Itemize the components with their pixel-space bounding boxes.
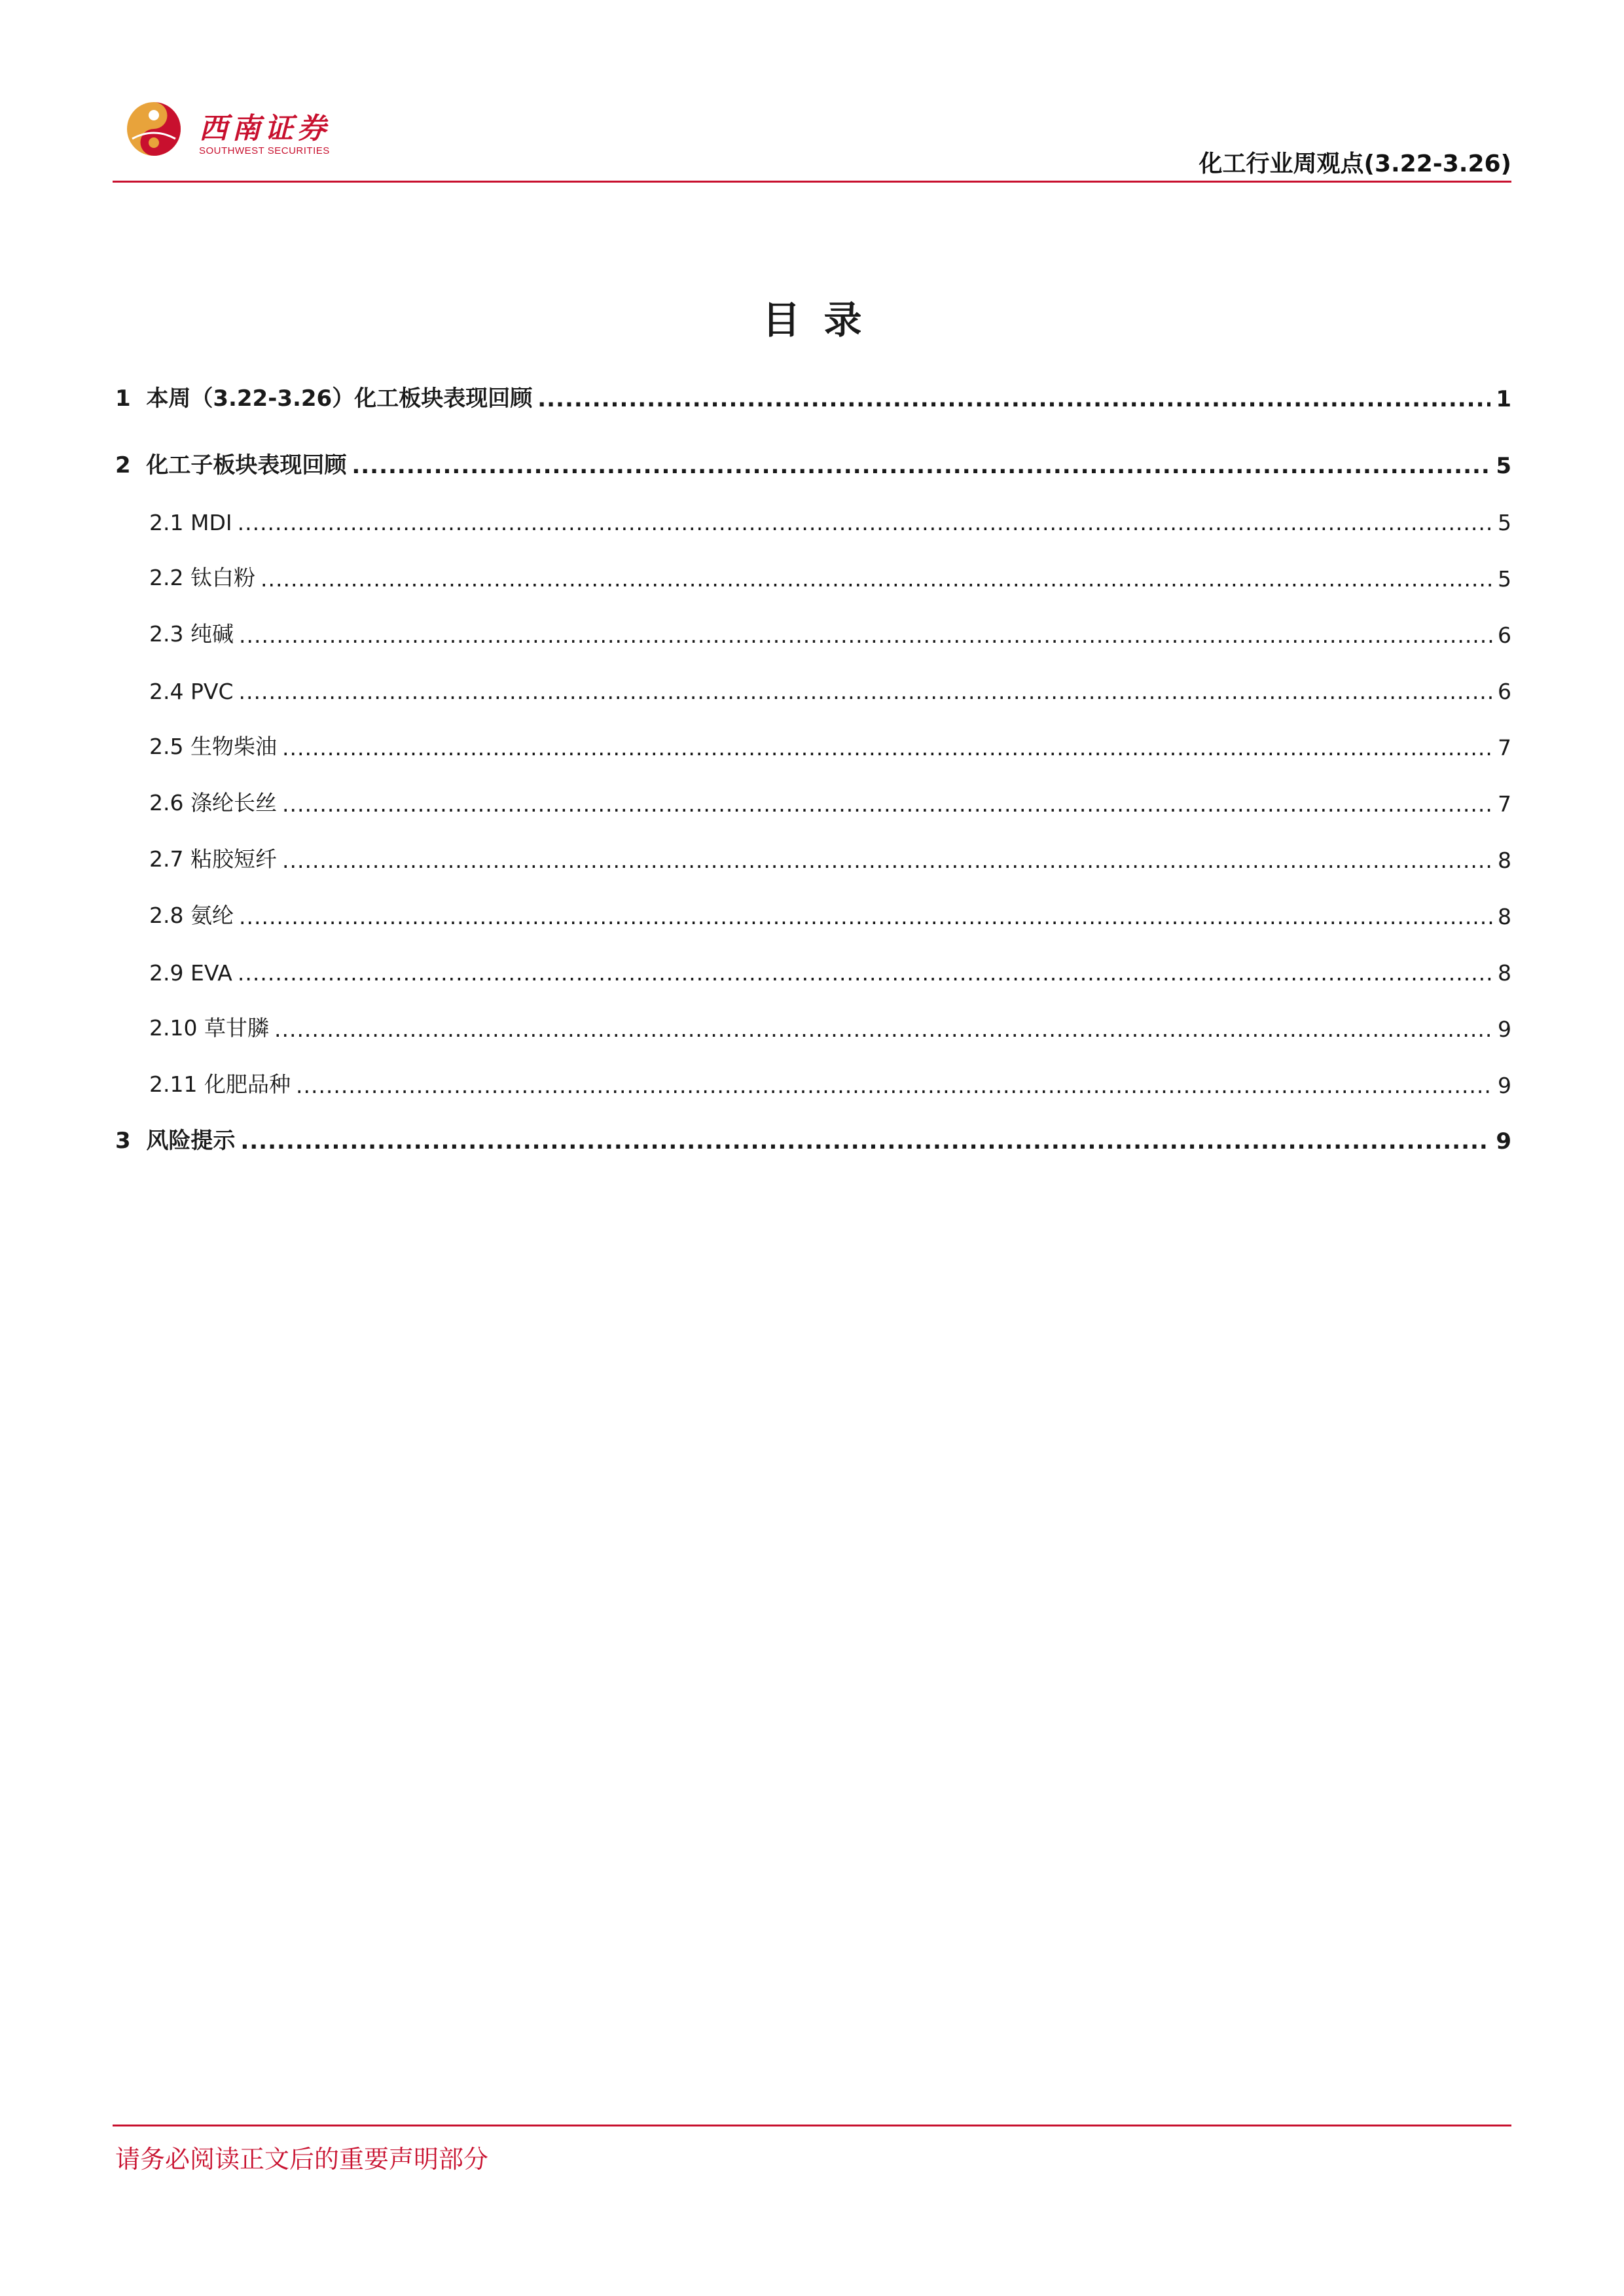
toc-entry-2-1[interactable] xyxy=(149,503,1511,535)
dot-leader xyxy=(239,679,1493,704)
dot-leader xyxy=(274,1016,1492,1042)
footer-divider xyxy=(113,2125,1511,2126)
dot-leader xyxy=(282,791,1492,817)
toc-entry-label: 2.2 钛白粉 xyxy=(149,565,255,590)
toc-entry-page: 6 xyxy=(1498,622,1511,648)
toc-entry-label: 2 化工子板块表现回顾 xyxy=(115,452,347,478)
toc-entry-label: 2.3 纯碱 xyxy=(149,621,234,647)
toc-entry-2-9[interactable] xyxy=(149,953,1511,986)
dot-leader xyxy=(240,1128,1490,1155)
header-divider xyxy=(113,181,1511,183)
dot-leader xyxy=(239,904,1492,929)
southwest-securities-emblem-icon xyxy=(126,101,182,157)
brand-name-en: SOUTHWEST SECURITIES xyxy=(199,145,330,156)
toc-entry-page: 8 xyxy=(1498,848,1511,873)
toc-entry-2-7[interactable] xyxy=(149,840,1511,873)
dot-leader xyxy=(238,960,1492,986)
toc-entry-label: 1 本周（3.22-3.26）化工板块表现回顾 xyxy=(115,386,533,412)
toc-entry-2-4[interactable] xyxy=(149,672,1511,704)
report-title: 化工行业周观点(3.22-3.26) xyxy=(1199,151,1511,177)
dot-leader xyxy=(537,386,1490,412)
toc-entry-2[interactable] xyxy=(115,446,1511,479)
toc-entry-label: 2.11 化肥品种 xyxy=(149,1071,291,1097)
dot-leader xyxy=(296,1073,1492,1098)
dot-leader xyxy=(352,453,1490,479)
toc-entry-2-3[interactable] xyxy=(149,615,1511,648)
toc-entry-label: 2.4 PVC xyxy=(149,679,234,704)
toc-entry-page: 7 xyxy=(1498,735,1511,761)
toc-entry-label: 3 风险提示 xyxy=(115,1128,236,1154)
dot-leader xyxy=(282,735,1492,761)
toc-entry-2-10[interactable] xyxy=(149,1009,1511,1042)
toc-entry-2-8[interactable] xyxy=(149,897,1511,929)
dot-leader xyxy=(239,622,1492,648)
toc-entry-page: 9 xyxy=(1498,1016,1511,1042)
toc-entry-1[interactable] xyxy=(115,380,1511,412)
toc-entry-page: 5 xyxy=(1498,566,1511,592)
toc-entry-2-11[interactable] xyxy=(149,1066,1511,1098)
brand-name-cn: 西南证券 xyxy=(199,112,330,145)
toc-entry-label: 2.1 MDI xyxy=(149,510,232,535)
disclaimer-notice: 请务必阅读正文后的重要声明部分 xyxy=(115,2145,489,2174)
dot-leader xyxy=(282,848,1492,873)
toc-entry-page: 9 xyxy=(1496,1128,1511,1155)
toc-entry-page: 1 xyxy=(1496,386,1511,412)
toc-entry-2-6[interactable] xyxy=(149,784,1511,817)
toc-entry-label: 2.5 生物柴油 xyxy=(149,734,277,759)
toc-entry-page: 7 xyxy=(1498,791,1511,817)
toc-entry-label: 2.8 氨纶 xyxy=(149,903,234,928)
toc-entry-3[interactable] xyxy=(115,1122,1511,1155)
toc-entry-label: 2.6 涤纶长丝 xyxy=(149,790,277,816)
dot-leader xyxy=(238,510,1492,535)
toc-entry-label: 2.7 粘胶短纤 xyxy=(149,846,277,872)
toc-entry-page: 5 xyxy=(1496,453,1511,479)
toc-entry-2-2[interactable] xyxy=(149,559,1511,592)
toc-entry-2-5[interactable] xyxy=(149,728,1511,761)
company-logo xyxy=(126,101,342,166)
toc-entry-page: 9 xyxy=(1498,1073,1511,1098)
toc-entry-page: 8 xyxy=(1498,904,1511,929)
toc-entry-page: 8 xyxy=(1498,960,1511,986)
toc-entry-label: 2.10 草甘膦 xyxy=(149,1015,269,1041)
toc-entry-page: 5 xyxy=(1498,510,1511,535)
dot-leader xyxy=(261,566,1492,592)
toc-entry-label: 2.9 EVA xyxy=(149,960,232,986)
toc-entry-page: 6 xyxy=(1498,679,1511,704)
toc-heading: 目录 xyxy=(762,298,886,342)
